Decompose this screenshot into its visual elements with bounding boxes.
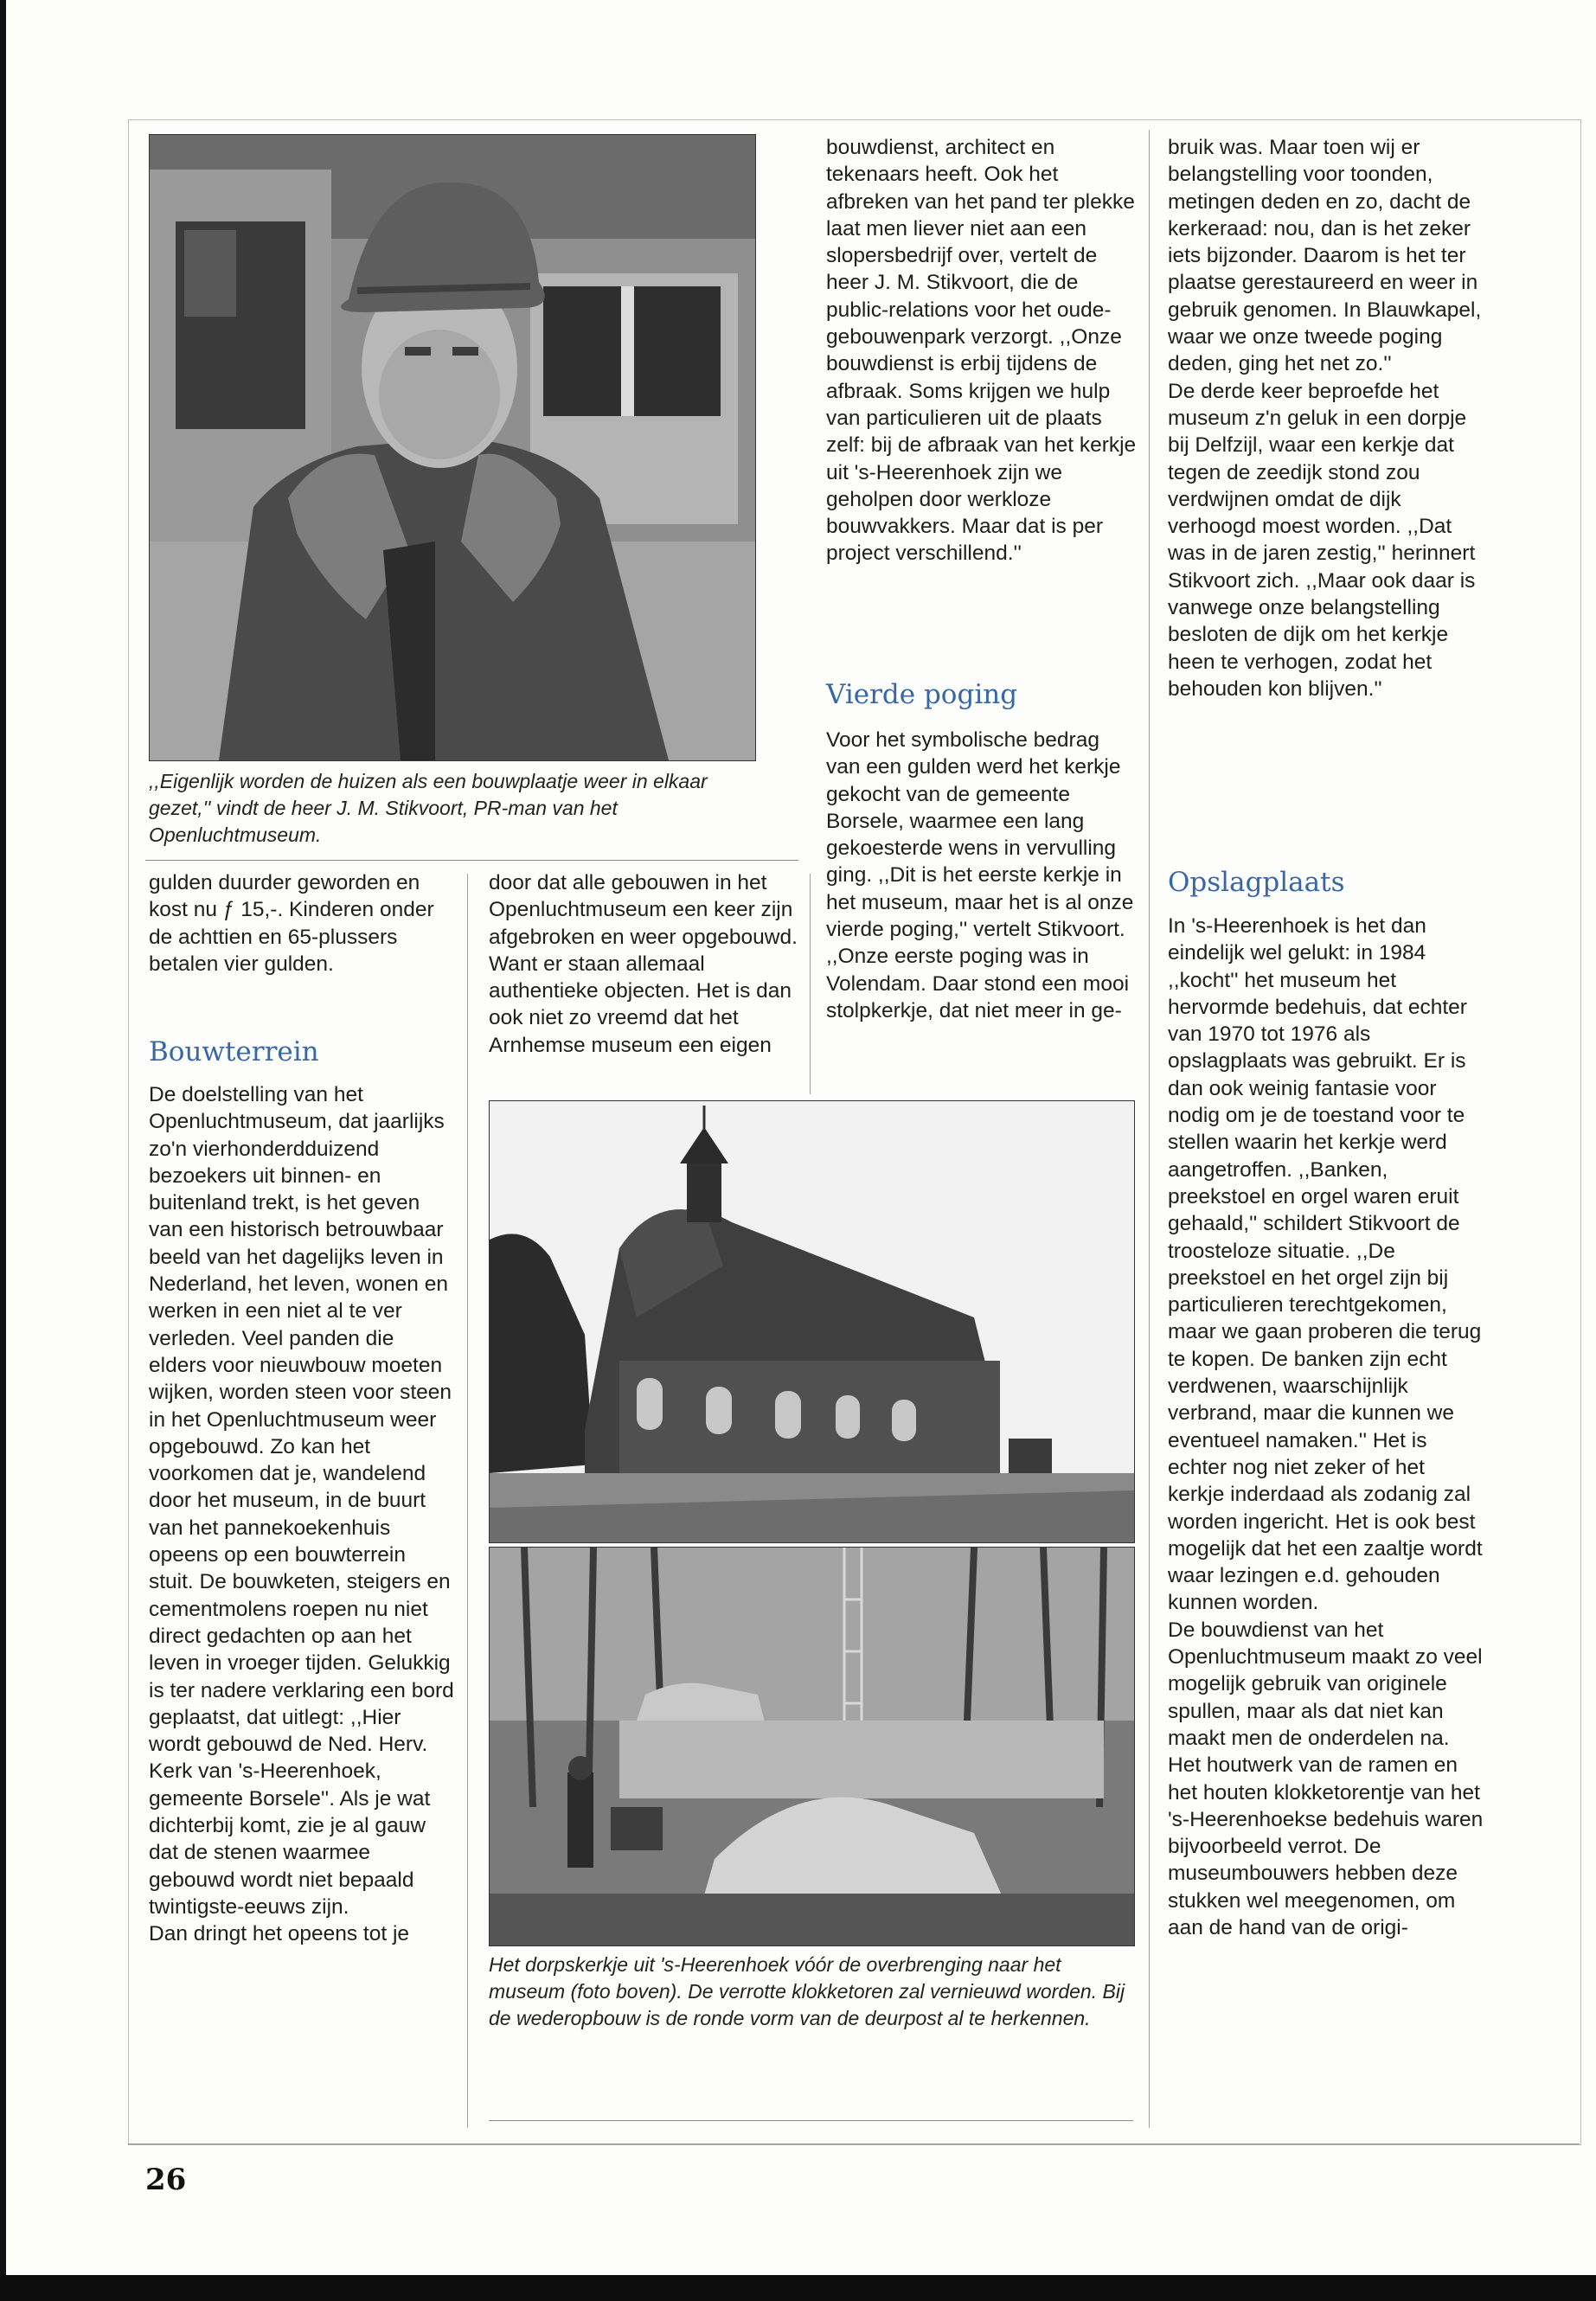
column-3 bbox=[826, 134, 1138, 567]
column-1-body bbox=[149, 1081, 456, 1948]
portrait-caption: ,,Eigenlijk worden de huizen als een bouwplaatje weer in elkaar gezet,'' vindt de heer J. M. Stikvoort, PR-man van het Openluchtmuseum. bbox=[149, 770, 708, 846]
column-divider bbox=[1149, 130, 1150, 2128]
church-photo bbox=[489, 1100, 1135, 1543]
column-4 bbox=[1168, 134, 1484, 702]
heading-bouwterrein: Bouwterrein bbox=[149, 1036, 319, 1067]
col4-opslag-2: De bouwdienst van het Openluchtmuseum maakt zo veel mogelijk gebruik van originele spullen, maar als dat niet kan maakt men de onderdelen na. Het houtwerk van de ramen en het houten klokketorentje van het 's-Heerenhoekse bedehuis waren bijvoorbeeld verrot. De museumbouwers hebben deze stukken wel meegenomen, om aan de hand van de origi- bbox=[1168, 1618, 1484, 1939]
column-4-body bbox=[1168, 913, 1484, 1941]
heading-vierde-poging: Vierde poging bbox=[826, 679, 1018, 710]
column-divider bbox=[810, 874, 811, 1094]
col1-body-1: De doelstelling van het Openluchtmuseum, dat jaarlijks zo'n vierhonderdduizend bezoekers uit binnen- en buitenland trekt, is het geven van een historisch betrouwbaar beeld van het dagelijks leven in Nederland, het leven, wonen en werken in een niet al te ver verleden. Veel panden die elders voor nieuwbouw moeten wijken, worden steen voor steen in het Openluchtmuseum weer opgebouwd. Zo kan het voorkomen dat je, wandelend door het museum, in de buurt van het pannekoekenhuis opeens op een bouwterrein stuit. De bouwketen, steigers en cementmolens roepen nu niet direct gedachten op aan het leven in vroeger tijden. Gelukkig is ter nadere verklaring een bord geplaatst, dat uitlegt: ,,Hier wordt gebouwd de Ned. Herv. Kerk van 's-Heerenhoek, gemeente Borsele''. Als je wat dichterbij komt, zie je al gauw dat de stenen waarmee gebouwd wordt niet bepaald twintigste-eeuws zijn. bbox=[149, 1083, 454, 1919]
heading-opslagplaats: Opslagplaats bbox=[1168, 867, 1345, 898]
column-3-body bbox=[826, 727, 1138, 1024]
page-number: 26 bbox=[145, 2163, 187, 2197]
col2-text: door dat alle gebouwen in het Openluchtmuseum een keer zijn afgebroken en weer opgebouwd. Want er staan allemaal authentieke objecten. Het is dan ook niet zo vreemd dat het Arnhemse museum een eigen bbox=[489, 871, 798, 1057]
col4-top-1: bruik was. Maar toen wij er belangstelling voor toonden, metingen deden en zo, dacht de kerkeraad: nou, dan is het zeker iets bijzonder. Daarom is het ter plaatse gerestaureerd en weer in gebruik genomen. In Blauwkapel, waar we onze tweede poging deden, ging het net zo.'' bbox=[1168, 136, 1482, 376]
caption-rule bbox=[489, 2120, 1133, 2121]
page-edge bbox=[0, 2275, 1596, 2301]
col1-body-2: Dan dringt het opeens tot je bbox=[149, 1922, 410, 1946]
col3-vierde: Voor het symbolische bedrag van een gulden werd het kerkje gekocht van de gemeente Borsele, waarmee een lang gekoesterde wens in vervulling ging. ,,Dit is het eerste kerkje in het museum, maar het is al onze vierde poging,'' vertelt Stikvoort. ,,Onze eerste poging was in Volendam. Daar stond een mooi stolpkerkje, dat niet meer in ge- bbox=[826, 728, 1134, 1022]
col4-top-2: De derde keer beproefde het museum z'n geluk in een dorpje bij Delfzijl, waar een kerkje dat tegen de zeedijk stond zou verdwijnen omdat de dijk verhoogd moest worden. ,,Dat was in de jaren zestig,'' herinnert Stikvoort zich. ,,Maar ook daar is vanwege onze belangstelling besloten de dijk om het kerkje heen te verhogen, zodat het behouden kon blijven.'' bbox=[1168, 379, 1476, 701]
church-caption: Het dorpskerkje uit 's-Heerenhoek vóór de overbrenging naar het museum (foto boven). De verrotte klokketoren zal vernieuwd worden. Bij de wederopbouw is de ronde vorm van de deurpost al te herkennen. bbox=[489, 1953, 1125, 2029]
construction-photo bbox=[489, 1547, 1135, 1946]
col4-opslag-1: In 's-Heerenhoek is het dan eindelijk wel gelukt: in 1984 ,,kocht'' het museum het hervormde bedehuis, dat echter van 1970 tot 1976 als opslagplaats was gebruikt. Er is dan ook weinig fantasie voor nodig om je de toestand voor te stellen waarin het kerkje werd aangetroffen. ,,Banken, preekstoel en orgel waren eruit gehaald,'' schildert Stikvoort de troosteloze situatie. ,,De preekstoel en het orgel zijn bij particulieren terechtgekomen, maar we gaan proberen die terug te kopen. De banken zijn echt verdwenen, waarschijnlijk verbrand, maar die kunnen we eventueel namaken.'' Het is echter nog niet zeker of het kerkje inderdaad als zodanig zal worden ingericht. Het is ook best mogelijk dat het een zaaltje wordt waar lezingen e.d. gehouden kunnen worden. bbox=[1168, 914, 1483, 1615]
column-divider bbox=[467, 874, 468, 2128]
column-2 bbox=[489, 869, 800, 1059]
col3-top: bouwdienst, architect en tekenaars heeft. Ook het afbreken van het pand ter plekke laat men liever niet aan een slopersbedrijf over, vertelt de heer J. M. Stikvoort, die de public-relations voor het oude-gebouwenpark verzorgt. ,,Onze bouwdienst is erbij tijdens de afbraak. Soms krijgen we hulp van particulieren uit de plaats zelf: bij de afbraak van het kerkje uit 's-Heerenhoek zijn we geholpen door werkloze bouwvakkers. Maar dat is per project verschillend.'' bbox=[826, 136, 1137, 566]
col1-intro: gulden duurder geworden en kost nu ƒ 15,-. Kinderen onder de achttien en 65-plussers betalen vier gulden. bbox=[149, 871, 434, 976]
column-1 bbox=[149, 869, 456, 977]
page-edge bbox=[0, 0, 6, 2301]
portrait-photo bbox=[149, 134, 756, 761]
caption-rule bbox=[145, 860, 798, 861]
